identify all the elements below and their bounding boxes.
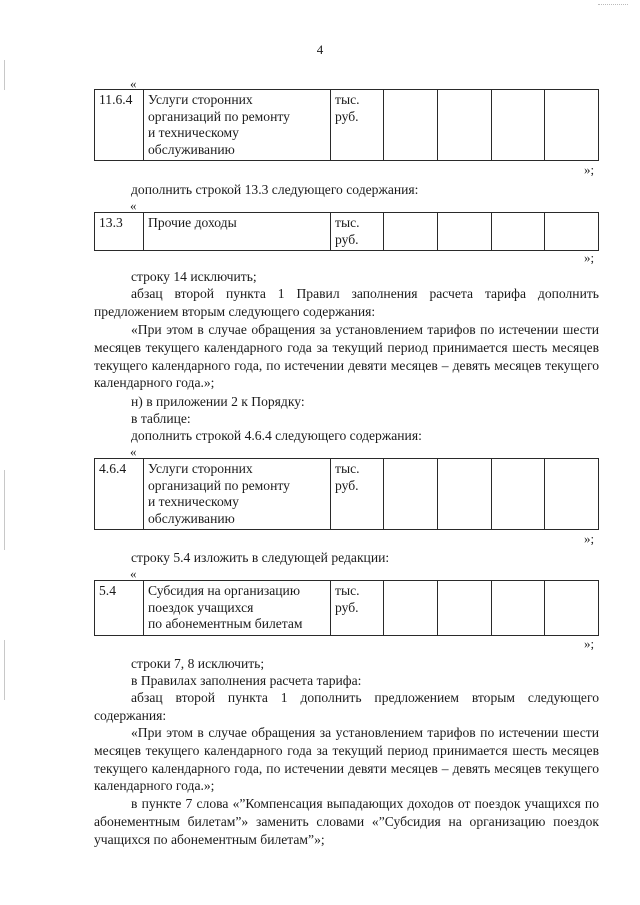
paragraph: «При этом в случае обращения за установлением тарифов по истечении шести месяцев текущего календарного года за текущий период принимается шесть месяцев текущего календарного года, по истечении девяти месяцев – девять месяцев текущего календарного года.»; [94,725,599,794]
row-number: 4.6.4 [95,459,144,530]
text-line: в Правилах заполнения расчета тарифа: [131,673,362,688]
value-cell [491,581,545,636]
value-cell [384,581,438,636]
value-cell [384,90,438,161]
row-name: Услуги сторонних организаций по ремонту и техническому обслуживанию [144,459,331,530]
value-cell [384,459,438,530]
row-number: 5.4 [95,581,144,636]
row-name: Услуги сторонних организаций по ремонту и техническому обслуживанию [144,90,331,161]
text-line: строку 14 исключить; [131,269,257,284]
quote-close: »; [584,636,595,651]
row-unit: тыс. руб. [331,213,384,251]
row-number: 13.3 [95,213,144,251]
paragraph: «При этом в случае обращения за установлением тарифов по истечении шести месяцев текущего календарного года за текущий период принимается шесть месяцев текущего календарного года, по истечении девяти месяцев – девять месяцев текущего календарного года.»; [94,322,599,391]
value-cell [437,459,491,530]
quote-open: « [130,198,137,213]
value-cell [545,213,599,251]
paragraph: абзац второй пункта 1 дополнить предложением вторым следующего содержания: [94,690,599,723]
scan-edge-mark [4,640,5,700]
paragraph: в пункте 7 слова «”Компенсация выпадающих доходов от поездок учащихся по абонементным билетам”» заменить словами «”Субсидия на организацию поездок учащихся по абонементным билетам”»; [94,796,599,847]
row-unit: тыс. руб. [331,90,384,161]
scan-corner-mark [598,4,628,5]
text-line: дополнить строкой 13.3 следующего содержания: [131,182,419,197]
row-name: Субсидия на организацию поездок учащихся по абонементным билетам [144,581,331,636]
value-cell [384,213,438,251]
quote-open: « [130,566,137,581]
text-line: н) в приложении 2 к Порядку: [131,394,305,409]
row-number: 11.6.4 [95,90,144,161]
text-line: дополнить строкой 4.6.4 следующего содержания: [131,428,422,443]
quote-close: »; [584,162,595,177]
quote-open: « [130,444,137,459]
value-cell [491,459,545,530]
table-row-11-6-4 [94,89,599,161]
value-cell [437,90,491,161]
quote-close: »; [584,250,595,265]
paragraph: абзац второй пункта 1 Правил заполнения расчета тарифа дополнить предложением вторым следующего содержания: [94,286,599,319]
scan-edge-mark [4,60,5,90]
table-row-13-3 [94,212,599,251]
row-unit: тыс. руб. [331,581,384,636]
quote-close: »; [584,531,595,546]
value-cell [437,581,491,636]
row-name: Прочие доходы [144,213,331,251]
table-row-5-4 [94,580,599,636]
page-number: 4 [316,42,324,57]
table-row-4-6-4 [94,458,599,530]
row-unit: тыс. руб. [331,459,384,530]
quote-open: « [130,76,137,91]
value-cell [545,581,599,636]
text-line: строку 5.4 изложить в следующей редакции: [131,550,390,565]
value-cell [491,213,545,251]
value-cell [545,459,599,530]
value-cell [491,90,545,161]
scan-edge-mark [4,470,5,550]
text-line: в таблице: [131,411,191,426]
value-cell [437,213,491,251]
text-line: строки 7, 8 исключить; [131,656,265,671]
value-cell [545,90,599,161]
